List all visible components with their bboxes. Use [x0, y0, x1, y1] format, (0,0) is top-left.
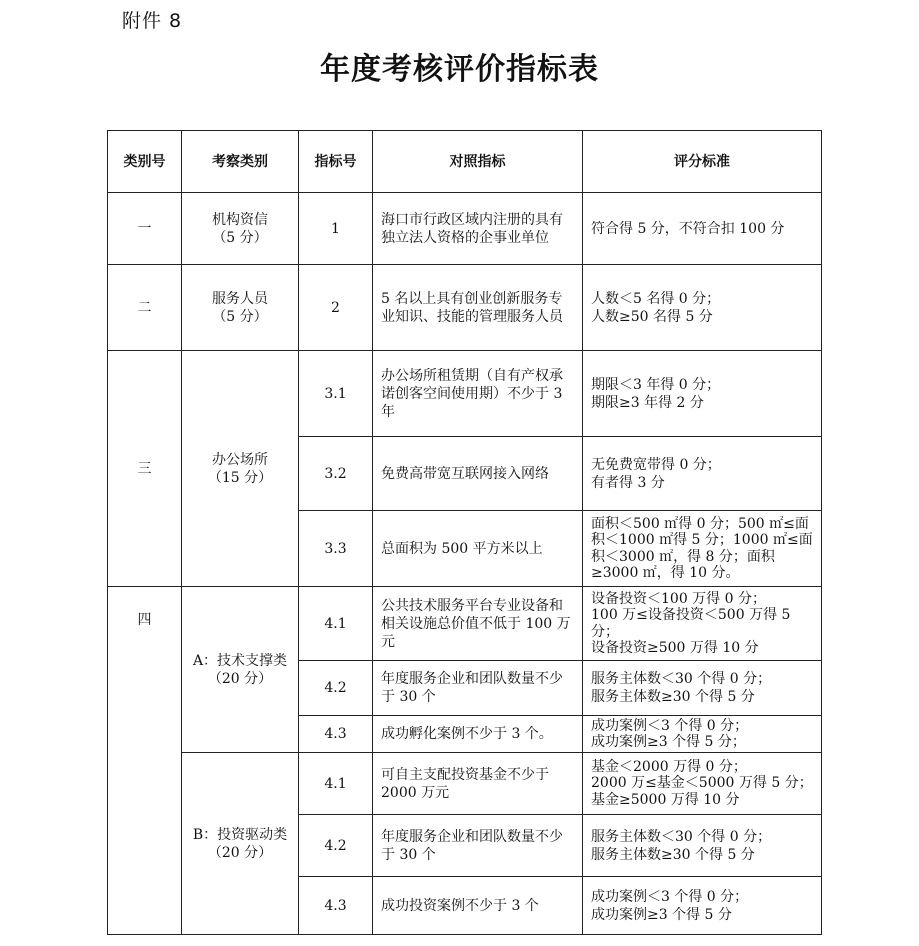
- header-indicator: 对照指标: [373, 131, 583, 193]
- header-row: [108, 131, 822, 193]
- criteria-line: 设备投资≥500 万得 10 分: [591, 640, 759, 656]
- idx-cell: 4.2: [299, 815, 373, 877]
- indicator-cell: 公共技术服务平台专业设备和相关设施总价值不低于 100 万元: [373, 587, 583, 661]
- cat-name: B：投资驱动类: [192, 826, 288, 843]
- criteria-line: 期限＜3 年得 0 分；: [591, 376, 721, 393]
- idx-cell: 4.3: [299, 877, 373, 935]
- header-criteria: 评分标准: [583, 131, 822, 193]
- cat-name: 机构资信: [212, 211, 268, 228]
- header-cat-name: 考察类别: [182, 131, 299, 193]
- criteria-line: 期限≥3 年得 2 分: [591, 394, 704, 411]
- criteria-line: 100 万≤设备投资＜500 万得 5 分；: [591, 607, 791, 640]
- table-row: [108, 587, 822, 661]
- indicator-cell: 成功孵化案例不少于 3 个。: [373, 716, 583, 753]
- criteria-line: 设备投资＜100 万得 0 分；: [591, 590, 766, 607]
- cat-no-cell: 一: [108, 193, 182, 265]
- criteria-line: 成功案例＜3 个得 0 分；: [591, 717, 749, 734]
- criteria-cell: [583, 587, 822, 661]
- cat-name-cell: [182, 265, 299, 351]
- criteria-line: 服务主体数＜30 个得 0 分；: [591, 671, 772, 687]
- cat-name-cell: [182, 193, 299, 265]
- evaluation-table: [107, 130, 822, 935]
- cat-name: 服务人员: [212, 290, 268, 307]
- page-title: 年度考核评价指标表: [320, 52, 599, 87]
- cat-score: （15 分）: [207, 469, 273, 486]
- idx-cell: 3.2: [299, 437, 373, 511]
- table-row: [108, 351, 822, 437]
- criteria-cell: [583, 716, 822, 753]
- criteria-cell: 面积＜500 ㎡得 0 分；500 ㎡≤面积＜1000 ㎡得 5 分；1000 ㎡≤面积＜3000 ㎡，得 8 分；面积≥3000 ㎡，得 10 分。: [583, 511, 822, 587]
- table-row: [108, 753, 822, 815]
- criteria-line: 有者得 3 分: [591, 474, 665, 491]
- indicator-cell: 年度服务企业和团队数量不少于 30 个: [373, 661, 583, 716]
- idx-cell: 3.3: [299, 511, 373, 587]
- criteria-cell: [583, 351, 822, 437]
- criteria-line: 人数≥50 名得 5 分: [591, 308, 713, 325]
- cat-score: （20 分）: [207, 670, 273, 687]
- indicator-cell: 成功投资案例不少于 3 个: [373, 877, 583, 935]
- criteria-line: 服务主体数＜30 个得 0 分；: [591, 828, 772, 845]
- idx-cell: 4.3: [299, 716, 373, 753]
- idx-cell: 2: [299, 265, 373, 351]
- criteria-line: 2000 万≤基金＜5000 万得 5 分；: [591, 775, 813, 792]
- cat-name-cell: [182, 753, 299, 935]
- indicator-cell: 总面积为 500 平方米以上: [373, 511, 583, 587]
- indicator-cell: 免费高带宽互联网接入网络: [373, 437, 583, 511]
- indicator-cell: 可自主支配投资基金不少于 2000 万元: [373, 753, 583, 815]
- criteria-cell: [583, 877, 822, 935]
- indicator-cell: 年度服务企业和团队数量不少于 30 个: [373, 815, 583, 877]
- criteria-line: 符合得 5 分，不符合扣 100 分: [591, 220, 785, 237]
- header-cat-no: 类别号: [108, 131, 182, 193]
- criteria-cell: [583, 193, 822, 265]
- criteria-line: 服务主体数≥30 个得 5 分: [591, 846, 755, 863]
- criteria-line: 基金＜2000 万得 0 分；: [591, 758, 747, 775]
- cat-name-cell: [182, 351, 299, 587]
- cat-score: （5 分）: [212, 308, 268, 325]
- criteria-cell: [583, 815, 822, 877]
- cat-no-cell: 四: [108, 587, 182, 935]
- cat-score: （5 分）: [212, 229, 268, 246]
- cat-no-cell: 二: [108, 265, 182, 351]
- indicator-cell: 海口市行政区域内注册的具有独立法人资格的企事业单位: [373, 193, 583, 265]
- criteria-line: 成功案例＜3 个得 0 分；: [591, 888, 749, 905]
- indicator-cell: 5 名以上具有创业创新服务专业知识、技能的管理服务人员: [373, 265, 583, 351]
- cat-no-cell: 三: [108, 351, 182, 587]
- cat-name: 办公场所: [212, 451, 268, 468]
- cat-score: （20 分）: [207, 844, 273, 861]
- idx-cell: 3.1: [299, 351, 373, 437]
- criteria-line: 无免费宽带得 0 分；: [591, 456, 721, 473]
- idx-cell: 1: [299, 193, 373, 265]
- cat-name: A：技术支撑类: [192, 652, 288, 669]
- table-row: [108, 193, 822, 265]
- attachment-label: 附件 8: [122, 10, 183, 32]
- idx-cell: 4.1: [299, 753, 373, 815]
- criteria-line: 成功案例≥3 个得 5 分: [591, 906, 732, 923]
- table-row: [108, 265, 822, 351]
- criteria-cell: [583, 753, 822, 815]
- criteria-cell: [583, 265, 822, 351]
- idx-cell: 4.2: [299, 661, 373, 716]
- criteria-line: 基金≥5000 万得 10 分: [591, 791, 740, 808]
- criteria-line: 成功案例≥3 个得 5 分；: [591, 734, 746, 750]
- cat-name-cell: [182, 587, 299, 753]
- criteria-line: 服务主体数≥30 个得 5 分: [591, 689, 755, 705]
- criteria-cell: [583, 661, 822, 716]
- criteria-cell: [583, 437, 822, 511]
- indicator-cell: 办公场所租赁期（自有产权承诺创客空间使用期）不少于 3 年: [373, 351, 583, 437]
- criteria-line: 人数＜5 名得 0 分；: [591, 290, 721, 307]
- idx-cell: 4.1: [299, 587, 373, 661]
- header-idx: 指标号: [299, 131, 373, 193]
